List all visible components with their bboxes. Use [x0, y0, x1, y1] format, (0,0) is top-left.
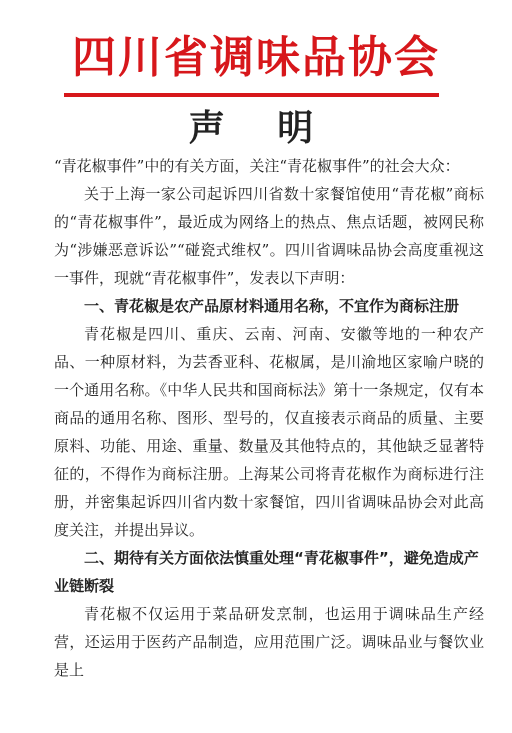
section-heading-1: 一、青花椒是农产品原材料通用名称，不宜作为商标注册: [84, 297, 460, 315]
letterhead-red-rule: [64, 93, 439, 97]
section-body-2: 青花椒不仅运用于菜品研发烹制，也运用于调味品生产经营，还运用于医药产品制造，应用范围广泛。调味品业与餐饮业是上: [54, 605, 484, 679]
salutation: “青花椒事件”中的有关方面，关注“青花椒事件”的社会大众：: [54, 157, 460, 175]
section-heading-2: 二、期待有关方面依法慎重处理“青花椒事件”，避免造成产业链断裂: [54, 549, 479, 595]
document-title: 声 明: [188, 107, 334, 149]
letterhead-org-name: 四川省调味品协会: [72, 32, 440, 83]
intro-paragraph: 关于上海一家公司起诉四川省数十家餐馆使用“青花椒”商标的“青花椒事件”，最近成为网络上的热点、焦点话题，被网民称为“涉嫌恶意诉讼”“碰瓷式维权”。四川省调味品协会高度重视这一事件，现就“青花椒事件”，发表以下声明：: [54, 185, 484, 287]
document-body: [54, 152, 484, 684]
section-body-1: 青花椒是四川、重庆、云南、河南、安徽等地的一种农产品、一种原材料，为芸香亚科、花椒属，是川渝地区家喻户晓的一个通用名称。《中华人民共和国商标法》第十一条规定，仅有本商品的通用名称、图形、型号的，仅直接表示商品的质量、主要原料、功能、用途、重量、数量及其他特点的，其他缺乏显著特征的，不得作为商标注册。上海某公司将青花椒作为商标进行注册，并密集起诉四川省内数十家餐馆，四川省调味品协会对此高度关注，并提出异议。: [54, 325, 484, 539]
